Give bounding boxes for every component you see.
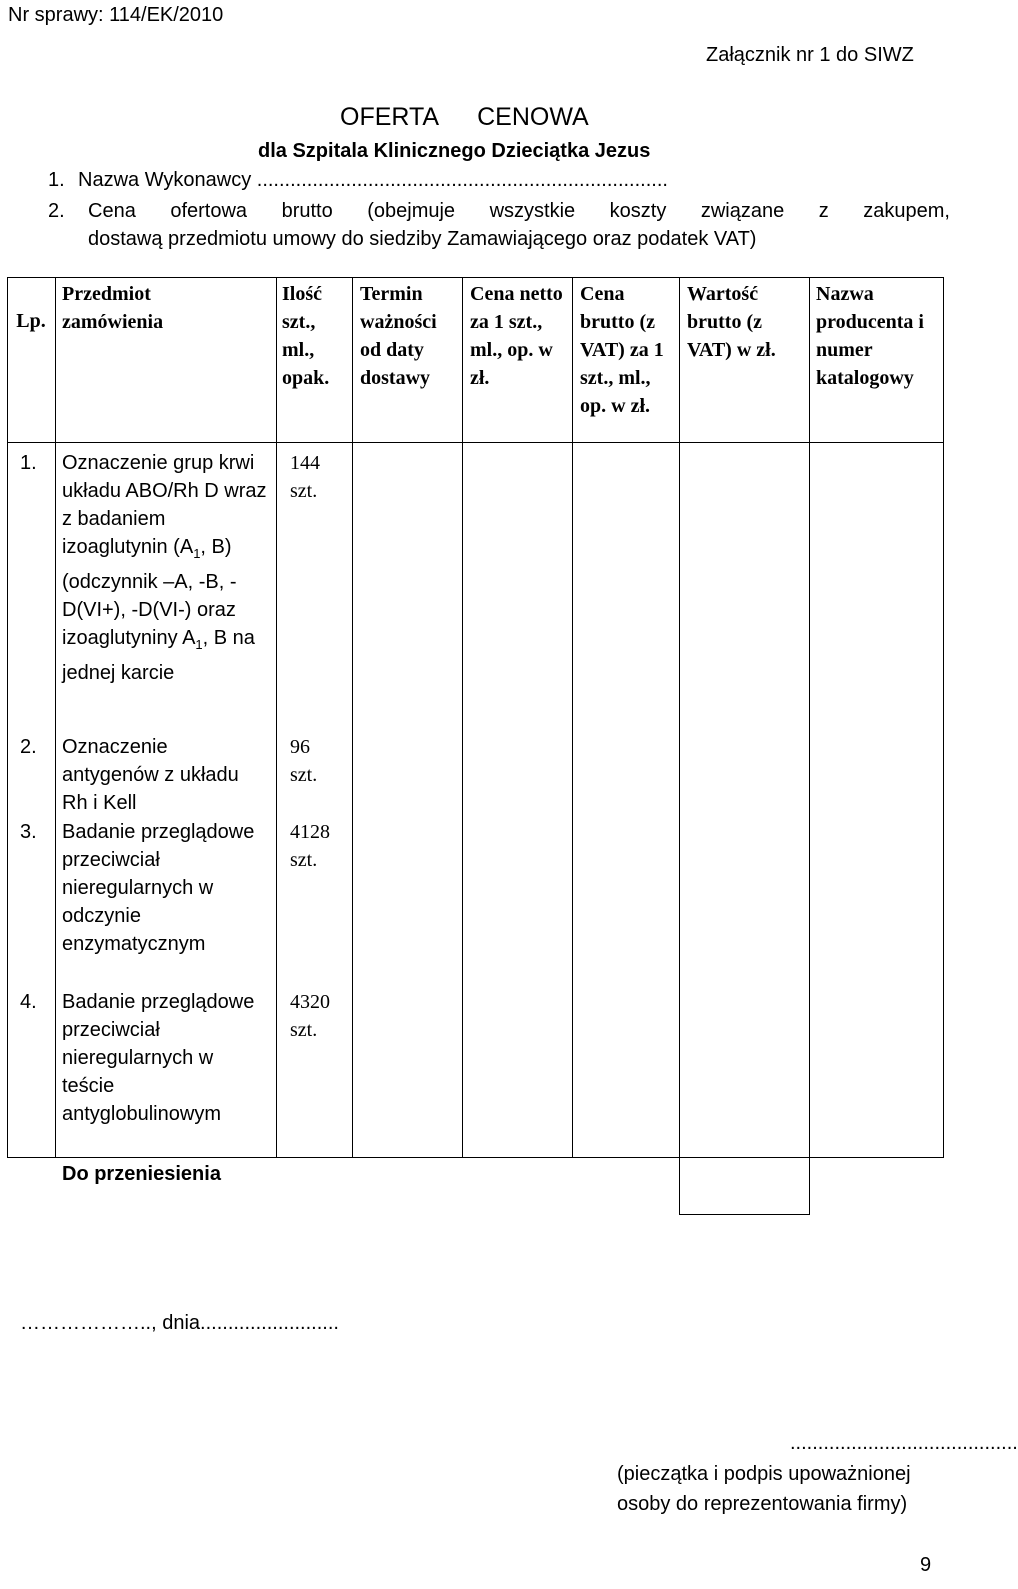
subscript: 1	[193, 546, 201, 561]
table-col-border	[276, 277, 277, 1158]
table-col-border	[809, 277, 810, 1215]
case-number: Nr sprawy: 114/EK/2010	[8, 4, 224, 26]
table-col-border	[55, 277, 56, 1158]
header-subject: Przedmiot zamówienia	[62, 283, 164, 333]
signature-caption-2: osoby do reprezentowania firmy)	[617, 1493, 908, 1515]
signature-line: .........................................	[790, 1432, 1018, 1454]
row-quantity: 4320 szt.	[290, 991, 330, 1041]
header-producer: Nazwa producenta i numer katalogowy	[816, 283, 924, 389]
table-bottom-border	[7, 1157, 944, 1158]
row-description-text: , B) (odczynnik –A, -B, -D(VI+), -D(VI-) oraz izoaglutyniny A	[62, 536, 237, 649]
subscript: 1	[195, 637, 203, 652]
table-top-border	[7, 277, 944, 278]
table-col-border	[572, 277, 573, 1158]
annex-label: Załącznik nr 1 do SIWZ	[706, 44, 914, 66]
title-word-2: CENOWA	[477, 103, 589, 131]
row-description-text: , B na jednej karcie	[62, 627, 255, 684]
header-quantity: Ilość szt., ml., opak.	[282, 283, 330, 389]
page-title	[340, 103, 589, 132]
table-col-border	[943, 277, 944, 1158]
header-net-price: Cena netto za 1 szt., ml., op. w zł.	[470, 283, 563, 389]
gross-price-text-1: Cena ofertowa brutto (obejmuje wszystkie koszty związane z zakupem,	[88, 200, 950, 222]
carry-over-box-bottom	[679, 1214, 809, 1215]
row-description: Oznaczenie antygenów z układu Rh i Kell	[62, 736, 239, 814]
contractor-name-line	[48, 169, 668, 192]
row-number: 3.	[20, 821, 37, 843]
page-subtitle: dla Szpitala Klinicznego Dzieciątka Jezus	[258, 140, 651, 162]
row-number: 2.	[20, 736, 37, 758]
contractor-name-text: Nazwa Wykonawcy ..........................................................................	[78, 169, 668, 191]
row-number: 4.	[20, 991, 37, 1013]
item-number: 1.	[48, 169, 65, 191]
table-col-border	[352, 277, 353, 1158]
row-description: Badanie przeglądowe przeciwciał nieregularnych w teście antyglobulinowym	[62, 991, 255, 1125]
carry-over-label: Do przeniesienia	[62, 1163, 221, 1185]
row-quantity: 4128 szt.	[290, 821, 330, 871]
row-quantity: 96 szt.	[290, 736, 318, 786]
table-header-border	[7, 442, 944, 443]
table-col-border	[7, 277, 8, 1158]
row-description	[62, 449, 267, 687]
row-description-text: Oznaczenie grup krwi układu ABO/Rh D wraz z badaniem izoaglutynin (A	[62, 452, 267, 558]
header-expiry: Termin ważności od daty dostawy	[360, 283, 437, 389]
table-col-border	[679, 277, 680, 1215]
header-lp: Lp.	[16, 310, 46, 332]
item-number: 2.	[48, 200, 65, 222]
place-date-line: ……………….., dnia.........................	[20, 1312, 339, 1334]
row-description: Badanie przeglądowe przeciwciał nieregularnych w odczynie enzymatycznym	[62, 821, 255, 955]
row-quantity: 144 szt.	[290, 452, 320, 502]
row-number: 1.	[20, 452, 37, 474]
gross-price-line-2: dostawą przedmiotu umowy do siedziby Zamawiającego oraz podatek VAT)	[88, 228, 757, 250]
page-number: 9	[920, 1554, 932, 1576]
gross-price-paragraph	[48, 196, 948, 254]
header-gross-value: Wartość brutto (z VAT) w zł.	[687, 283, 776, 361]
signature-caption-1: (pieczątka i podpis upoważnionej	[617, 1463, 911, 1485]
table-col-border	[462, 277, 463, 1158]
title-word-1: OFERTA	[340, 103, 440, 131]
gross-price-line-1	[48, 196, 950, 226]
header-gross-unit-price: Cena brutto (z VAT) za 1 szt., ml., op. w zł.	[580, 283, 664, 417]
